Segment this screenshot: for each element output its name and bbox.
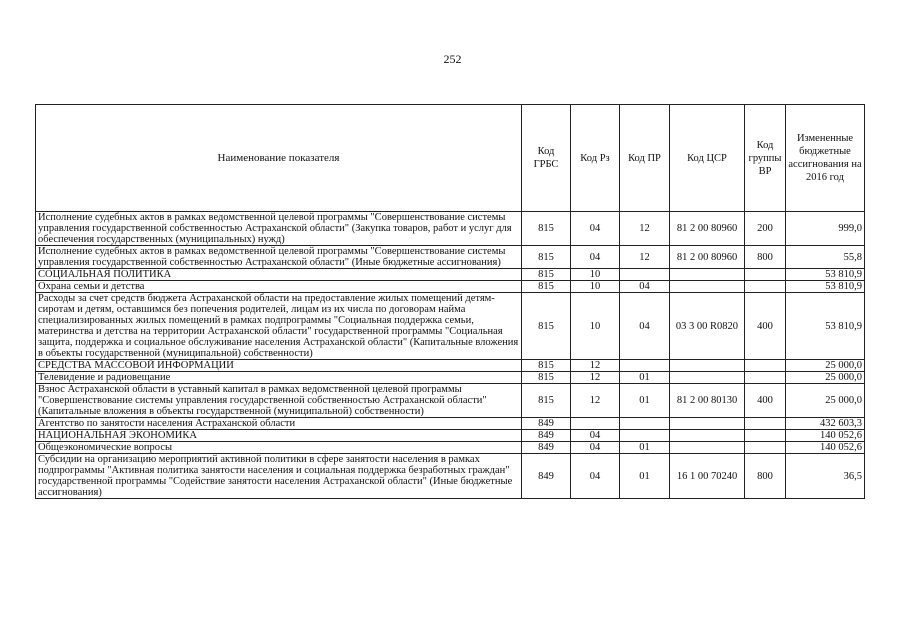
- row-vr: 800: [745, 246, 786, 269]
- row-pr: [620, 418, 670, 430]
- header-grbs: Код ГРБС: [522, 105, 571, 212]
- row-vr: [745, 442, 786, 454]
- row-vr: 400: [745, 384, 786, 418]
- row-pr: [620, 430, 670, 442]
- row-vr: [745, 269, 786, 281]
- table-row: [36, 293, 865, 360]
- row-csr: [670, 281, 745, 293]
- row-name: Агентство по занятости населения Астраханской области: [36, 418, 522, 430]
- budget-table: [35, 104, 865, 499]
- header-amount: Измененные бюджетные ассигнования на 2016 год: [786, 105, 865, 212]
- row-vr: 800: [745, 454, 786, 499]
- row-amount: 25 000,0: [786, 372, 865, 384]
- row-csr: [670, 269, 745, 281]
- row-csr: [670, 430, 745, 442]
- row-grbs: 849: [522, 454, 571, 499]
- row-amount: 36,5: [786, 454, 865, 499]
- table-row: [36, 384, 865, 418]
- row-rz: 04: [571, 212, 620, 246]
- row-name: СРЕДСТВА МАССОВОЙ ИНФОРМАЦИИ: [36, 360, 522, 372]
- row-rz: 12: [571, 372, 620, 384]
- row-rz: 10: [571, 281, 620, 293]
- page-number: 252: [443, 52, 462, 66]
- row-name: Охрана семьи и детства: [36, 281, 522, 293]
- row-pr: 01: [620, 384, 670, 418]
- row-csr: 81 2 00 80130: [670, 384, 745, 418]
- row-grbs: 815: [522, 360, 571, 372]
- table-row: [36, 430, 865, 442]
- row-pr: [620, 269, 670, 281]
- row-name: Исполнение судебных актов в рамках ведомственной целевой программы "Совершенствование системы управления государственной собственностью Астраханской области" (Иные бюджетные ассигнования): [36, 246, 522, 269]
- row-vr: [745, 418, 786, 430]
- header-rz: Код Рз: [571, 105, 620, 212]
- table-row: [36, 269, 865, 281]
- row-grbs: 815: [522, 372, 571, 384]
- row-amount: 999,0: [786, 212, 865, 246]
- row-rz: 12: [571, 360, 620, 372]
- row-amount: 55,8: [786, 246, 865, 269]
- header-name: Наименование показателя: [36, 105, 522, 212]
- row-amount: 25 000,0: [786, 360, 865, 372]
- row-csr: 81 2 00 80960: [670, 246, 745, 269]
- row-amount: 140 052,6: [786, 430, 865, 442]
- header-row: [36, 105, 865, 212]
- row-grbs: 849: [522, 442, 571, 454]
- row-rz: [571, 418, 620, 430]
- row-grbs: 849: [522, 418, 571, 430]
- row-rz: 04: [571, 430, 620, 442]
- table-row: [36, 212, 865, 246]
- row-grbs: 815: [522, 212, 571, 246]
- row-grbs: 815: [522, 293, 571, 360]
- row-pr: 01: [620, 372, 670, 384]
- table-row: [36, 246, 865, 269]
- row-rz: 04: [571, 442, 620, 454]
- table-row: [36, 360, 865, 372]
- row-csr: [670, 372, 745, 384]
- header-csr: Код ЦСР: [670, 105, 745, 212]
- table-row: [36, 281, 865, 293]
- row-amount: 53 810,9: [786, 281, 865, 293]
- row-pr: 12: [620, 212, 670, 246]
- row-name: Исполнение судебных актов в рамках ведомственной целевой программы "Совершенствование системы управления государственной собственностью Астраханской области" (Закупка товаров, работ и услуг для обеспечения государственных (муниципальных) нужд): [36, 212, 522, 246]
- row-grbs: 815: [522, 281, 571, 293]
- table-row: [36, 372, 865, 384]
- table-row: [36, 418, 865, 430]
- row-csr: [670, 418, 745, 430]
- row-name: Общеэкономические вопросы: [36, 442, 522, 454]
- row-rz: 10: [571, 293, 620, 360]
- row-csr: [670, 442, 745, 454]
- row-vr: [745, 360, 786, 372]
- row-vr: [745, 281, 786, 293]
- header-vr: Код группы ВР: [745, 105, 786, 212]
- row-pr: 12: [620, 246, 670, 269]
- row-pr: 04: [620, 293, 670, 360]
- header-pr: Код ПР: [620, 105, 670, 212]
- row-rz: 12: [571, 384, 620, 418]
- row-pr: 04: [620, 281, 670, 293]
- row-rz: 04: [571, 246, 620, 269]
- row-amount: 53 810,9: [786, 269, 865, 281]
- row-csr: 81 2 00 80960: [670, 212, 745, 246]
- row-pr: 01: [620, 442, 670, 454]
- row-pr: 01: [620, 454, 670, 499]
- row-vr: 200: [745, 212, 786, 246]
- row-amount: 140 052,6: [786, 442, 865, 454]
- row-grbs: 815: [522, 246, 571, 269]
- row-grbs: 815: [522, 384, 571, 418]
- row-csr: [670, 360, 745, 372]
- row-name: Взнос Астраханской области в уставный капитал в рамках ведомственной целевой программы "Совершенствование системы управления государственной собственностью Астраханской области" (Капитальные вложения в объекты государственной (муниципальной) собственности): [36, 384, 522, 418]
- table-row: [36, 454, 865, 499]
- row-csr: 16 1 00 70240: [670, 454, 745, 499]
- row-name: СОЦИАЛЬНАЯ ПОЛИТИКА: [36, 269, 522, 281]
- row-amount: 432 603,3: [786, 418, 865, 430]
- row-grbs: 815: [522, 269, 571, 281]
- row-rz: 04: [571, 454, 620, 499]
- table-row: [36, 442, 865, 454]
- row-grbs: 849: [522, 430, 571, 442]
- row-vr: 400: [745, 293, 786, 360]
- row-name: Телевидение и радиовещание: [36, 372, 522, 384]
- row-vr: [745, 430, 786, 442]
- row-pr: [620, 360, 670, 372]
- row-rz: 10: [571, 269, 620, 281]
- row-amount: 53 810,9: [786, 293, 865, 360]
- row-csr: 03 3 00 R0820: [670, 293, 745, 360]
- row-name: Расходы за счет средств бюджета Астраханской области на предоставление жилых помещений детям-сиротам и детям, оставшимся без попечения родителей, лицам из их числа по договорам найма специализированных жилых помещений в рамках подпрограммы "Социальная поддержка семьи, материнства и детства на территории Астраханской области" государственной программы "Социальная защита, поддержка и социальное обслуживание населения Астраханской области" (Капитальные вложения в объекты государственной (муниципальной) собственности): [36, 293, 522, 360]
- row-vr: [745, 372, 786, 384]
- row-name: Субсидии на организацию мероприятий активной политики в сфере занятости населения в рамках подпрограммы "Активная политика занятости населения и социальная поддержка безработных граждан" государственной программы "Содействие занятости населения Астраханской области" (Иные бюджетные ассигнования): [36, 454, 522, 499]
- row-name: НАЦИОНАЛЬНАЯ ЭКОНОМИКА: [36, 430, 522, 442]
- row-amount: 25 000,0: [786, 384, 865, 418]
